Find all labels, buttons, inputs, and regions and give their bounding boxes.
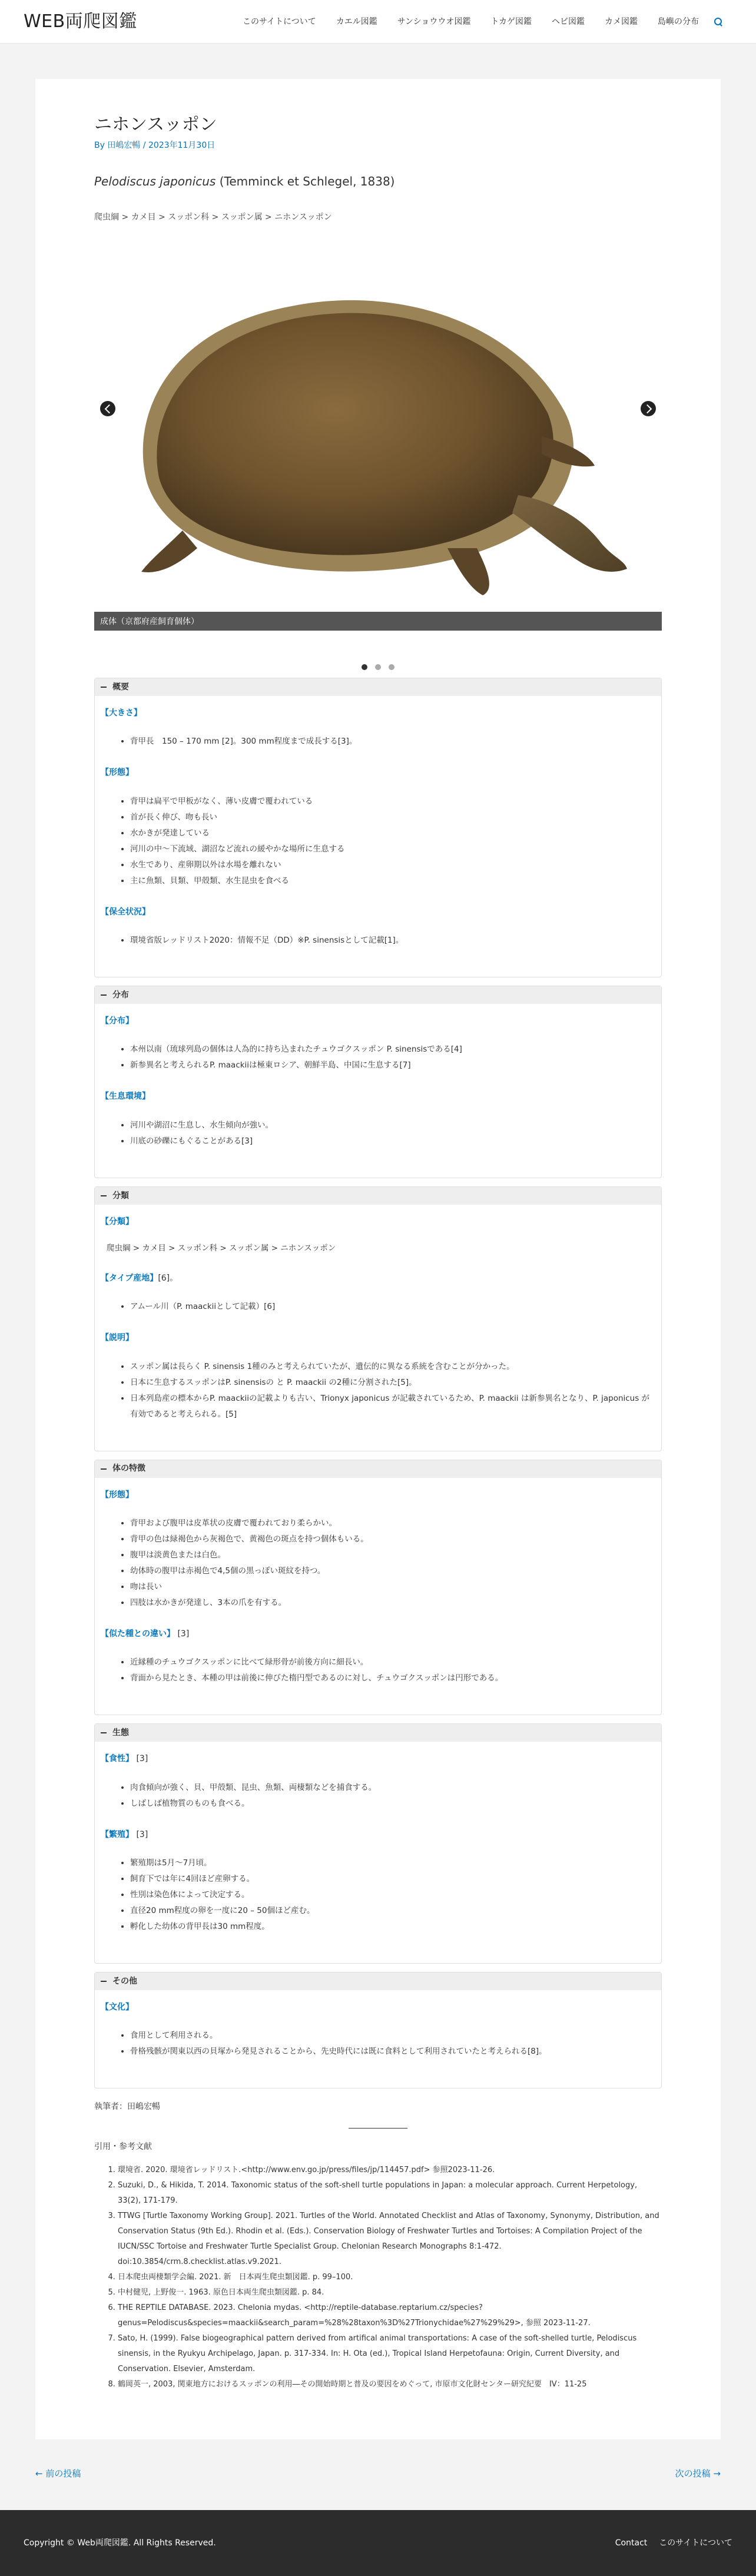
section-body bbox=[95, 696, 661, 977]
scientific-name bbox=[94, 172, 662, 191]
slider-dot-1[interactable] bbox=[362, 664, 367, 670]
group-list bbox=[130, 1780, 655, 1812]
slider-dot-2[interactable] bbox=[375, 664, 381, 670]
section-body bbox=[95, 1990, 661, 2088]
section-header[interactable] bbox=[95, 1972, 661, 1990]
reference-item: 3. TTWG [Turtle Taxonomy Working Group]. 2021. Turtles of the World. Annotated Checklist and Atlas of Taxonomy, Synonymy, Distribution, and Conservation Status (9th Ed.). Rhodin et al. (Eds.). Conservation Biology of Freshwater Turtles and Tortoises: A Compilation Project of the IUCN/SSC Tortoise and Freshwater Turtle Specialist Group. Chelonian Research Monographs 8:1-472. doi:10.3854/crm.8.checklist.atlas.v9.2021. bbox=[118, 2209, 662, 2270]
section-body bbox=[95, 1742, 661, 1963]
list-item: • スッポン属は長らく P. sinensis 1種のみと考えられていたが、遺伝的に異なる系統を含むことが分かった。 bbox=[130, 1359, 655, 1375]
group-label-text: 【形態】 bbox=[101, 768, 134, 778]
section-title: その他 bbox=[112, 1976, 137, 1986]
list-item: • 背甲は扁平で甲板がなく、薄い皮膚で覆われている bbox=[130, 794, 655, 810]
accordion-sections bbox=[94, 678, 662, 2089]
reference-item: 2. Suzuki, D., & Hikida, T. 2014. Taxonomic status of the soft-shell turtle populations in Japan: a molecular approach. Current Herpetology, 33(2), 171-179. bbox=[118, 2178, 662, 2209]
turtle-image bbox=[94, 242, 662, 612]
section-header[interactable] bbox=[95, 1724, 661, 1742]
group-label bbox=[101, 1627, 655, 1640]
group-label bbox=[101, 2001, 655, 2014]
group-list bbox=[130, 794, 655, 889]
list-item: • 食用として利用される。 bbox=[130, 2028, 655, 2044]
list-item: • 繁殖期は5月～7月頃。 bbox=[130, 1855, 655, 1871]
post-date[interactable]: 2023年11月30日 bbox=[148, 141, 215, 150]
group-list bbox=[130, 1516, 655, 1611]
collapse-icon bbox=[101, 1981, 107, 1982]
section-title: 生態 bbox=[112, 1728, 129, 1738]
list-item: • 川底の砂礫にもぐることがある[3] bbox=[130, 1133, 655, 1149]
list-item: • 新参異名と考えられるP. maackiiは極東ロシア、朝鮮半島、中国に生息する[7] bbox=[130, 1057, 655, 1073]
article-container bbox=[35, 79, 721, 2439]
list-item: • 水生であり、産卵期以外は水場を離れない bbox=[130, 857, 655, 873]
group-label bbox=[101, 1272, 655, 1285]
prev-post-link[interactable]: ← 前の投稿 bbox=[35, 2468, 81, 2479]
breadcrumb: 爬虫綱 > カメ目 > スッポン科 > スッポン属 > ニホンスッポン bbox=[94, 213, 332, 223]
references-list bbox=[118, 2163, 662, 2392]
nav-item-2[interactable]: サンショウウオ図鑑 bbox=[397, 16, 471, 26]
list-item: • 日本に生息するスッポンはP. sinensisの と P. maackii の2種に分割された[5]。 bbox=[130, 1375, 655, 1391]
list-item: • 飼育下では年に4回ほど産卵する。 bbox=[130, 1871, 655, 1887]
nav-item-6[interactable]: 島嶼の分布 bbox=[658, 16, 699, 26]
group-list bbox=[130, 933, 655, 949]
list-item: • 肉食傾向が強く、貝、甲殻類、昆虫、魚類、両棲類などを捕食する。 bbox=[130, 1780, 655, 1796]
group-label-text: 【説明】 bbox=[101, 1333, 134, 1343]
site-header bbox=[0, 0, 756, 44]
page-title: ニホンスッポン bbox=[94, 114, 217, 135]
section-body bbox=[95, 1478, 661, 1715]
section-body bbox=[95, 1205, 661, 1451]
collapse-icon bbox=[101, 994, 107, 996]
next-post-link[interactable]: 次の投稿 → bbox=[675, 2468, 721, 2479]
collapse-icon bbox=[101, 1468, 107, 1470]
group-list bbox=[130, 1655, 655, 1686]
collapse-icon bbox=[101, 687, 107, 688]
group-label-text: 【形態】 bbox=[101, 1490, 134, 1500]
collapse-icon bbox=[101, 1732, 107, 1733]
list-item: • 環境省版レッドリスト2020：情報不足（DD）※P. sinensisとして記載[1]。 bbox=[130, 933, 655, 949]
scientific-name-author: (Temminck et Schlegel, 1838) bbox=[219, 174, 395, 189]
section-0 bbox=[94, 678, 662, 977]
reference-item: 8. 鶴岡英一, 2003, 関東地方におけるスッポンの利用―その開始時期と普及の要因をめぐって, 市原市文化財センター研究紀要 IV：11-25 bbox=[118, 2377, 662, 2392]
section-1 bbox=[94, 986, 662, 1178]
group-label-suffix: [3] bbox=[134, 1829, 148, 1839]
group-label-text: 【文化】 bbox=[101, 2003, 134, 2013]
group-label bbox=[101, 766, 655, 779]
image-slider[interactable] bbox=[94, 242, 662, 654]
group-label-text: 【似た種との違い】 bbox=[101, 1629, 175, 1639]
list-item: • 性別は染色体によって決定する。 bbox=[130, 1887, 655, 1903]
reference-item: 1. 環境省. 2020. 環境省レッドリスト.<http://www.env.go.jp/press/files/jp/114457.pdf> 参照2023-11-26. bbox=[118, 2163, 662, 2178]
section-2 bbox=[94, 1186, 662, 1451]
section-3 bbox=[94, 1460, 662, 1716]
group-label bbox=[101, 906, 655, 919]
group-label bbox=[101, 707, 655, 720]
list-item: • 日本列島産の標本からP. maackiiの記載よりも古い、Trionyx japonicus が記載されているため、P. maackii は新参異名となり、P. japonicus が有効であると考えられる。[5] bbox=[130, 1391, 655, 1423]
post-meta: By 田嶋宏暢 / 2023年11月30日 bbox=[94, 141, 215, 150]
list-item: • 本州以南（琉球列島の個体は人為的に持ち込まれたチュウゴクスッポン P. sinensisである[4] bbox=[130, 1042, 655, 1057]
post-navigation bbox=[35, 2463, 721, 2510]
scientific-name-italic: Pelodiscus japonicus bbox=[94, 174, 216, 189]
group-label-suffix: [3] bbox=[175, 1629, 190, 1639]
list-item: • 吻は長い bbox=[130, 1579, 655, 1595]
group-label-suffix: [6]。 bbox=[158, 1273, 178, 1283]
group-list bbox=[130, 1118, 655, 1149]
group-label-text: 【タイプ産地】 bbox=[101, 1273, 158, 1283]
group-list bbox=[130, 2028, 655, 2060]
group-list bbox=[130, 1299, 655, 1315]
nav-item-0[interactable]: このサイトについて bbox=[242, 16, 316, 26]
section-body bbox=[95, 1004, 661, 1178]
nav-item-1[interactable]: カエル図鑑 bbox=[336, 16, 377, 26]
list-item: • 幼体時の腹甲は赤褐色で4,5個の黒っぽい斑紋を持つ。 bbox=[130, 1563, 655, 1579]
section-header[interactable] bbox=[95, 678, 661, 696]
group-label-text: 【保全状況】 bbox=[101, 907, 150, 917]
group-label bbox=[101, 1488, 655, 1501]
group-label bbox=[101, 1015, 655, 1027]
group-label bbox=[101, 1090, 655, 1103]
group-list bbox=[130, 734, 655, 750]
slider-prev-button[interactable] bbox=[100, 401, 115, 416]
group-label-text: 【分類】 bbox=[101, 1216, 134, 1226]
main-nav bbox=[233, 0, 723, 44]
list-item: • 河川や湖沼に生息し、水生傾向が強い。 bbox=[130, 1118, 655, 1133]
slider-dot-3[interactable] bbox=[389, 664, 394, 670]
reference-item: 4. 日本爬虫両棲類学会編. 2021. 新 日本両生爬虫類図鑑. p. 99–100. bbox=[118, 2270, 662, 2285]
list-item: • 骨格残骸が関東以西の貝塚から発見されることから、先史時代には既に食料として利用されていたと考えられる[8]。 bbox=[130, 2044, 655, 2060]
list-item: • アムール川（P. maackiiとして記載）[6] bbox=[130, 1299, 655, 1315]
list-item: • 背甲長 150 – 170 mm [2]。300 mm程度まで成長する[3]。 bbox=[130, 734, 655, 750]
group-label-text: 【繁殖】 bbox=[101, 1829, 134, 1839]
reference-item: 6. THE REPTILE DATABASE. 2023. Chelonia mydas. <http://reptile-database.reptarium.cz/species?genus=Pelodiscus&species=maackii&search_param=%28%28taxon%3D%27Trionychidae%27%29%29>, 参照 2023-11-27. bbox=[118, 2300, 662, 2331]
group-list bbox=[130, 1855, 655, 1935]
reference-item: 7. Sato, H. (1999). False biogeographical pattern derived from artifical animal transportations: A case of the soft-shelled turtle, Pelodiscus sinensis, in the Ryukyu Archipelago, Japan. p. 317-334. In: H. Ota (ed.), Tropical Island Herpetofauna: Origin, Current Diversity, and Conservation. Elsevier, Amsterdam. bbox=[118, 2331, 662, 2377]
nav-item-3[interactable]: トカゲ図鑑 bbox=[490, 16, 532, 26]
group-label-text: 【分布】 bbox=[101, 1016, 134, 1026]
footer-link-1[interactable]: このサイトについて bbox=[659, 2538, 732, 2548]
group-label-text: 【大きさ】 bbox=[101, 708, 142, 718]
section-5 bbox=[94, 1972, 662, 2088]
list-item: • 直径20 mm程度の卵を一度に20 – 50個ほど産む。 bbox=[130, 1903, 655, 1919]
section-title: 分類 bbox=[112, 1191, 129, 1201]
author-link[interactable]: By 田嶋宏暢 bbox=[94, 141, 141, 150]
footer-link-0[interactable]: Contact bbox=[615, 2538, 648, 2548]
collapse-icon bbox=[101, 1195, 107, 1196]
group-text: 爬虫綱 > カメ目 > スッポン科 > スッポン属 > ニホンスッポン bbox=[107, 1244, 336, 1254]
references-title: 引用・参考文献 bbox=[94, 2141, 152, 2151]
group-label-text: 【食性】 bbox=[101, 1754, 134, 1764]
search-icon[interactable] bbox=[714, 17, 723, 26]
list-item: • しばしば植物質のものも食べる。 bbox=[130, 1796, 655, 1812]
group-label bbox=[101, 1828, 655, 1841]
group-label-text: 【生息環境】 bbox=[101, 1092, 150, 1102]
site-footer bbox=[0, 2510, 756, 2576]
nav-item-5[interactable]: カメ図鑑 bbox=[605, 16, 638, 26]
slider-next-button[interactable] bbox=[641, 401, 656, 416]
list-item: • 主に魚類、貝類、甲殻類、水生昆虫を食べる bbox=[130, 873, 655, 889]
list-item: • 近縁種のチュウゴクスッポンに比べて緑形骨が前後方向に細長い。 bbox=[130, 1655, 655, 1670]
list-item: • 背甲および腹甲は皮革状の皮膚で覆われており柔らかい。 bbox=[130, 1516, 655, 1531]
section-title: 分布 bbox=[112, 990, 129, 1000]
group-list bbox=[130, 1359, 655, 1423]
list-item: • 孵化した幼体の背甲長は30 mm程度。 bbox=[130, 1919, 655, 1935]
list-item: • 河川の中～下流域、湖沼など流れの緩やかな場所に生息する bbox=[130, 841, 655, 857]
section-title: 体の特徴 bbox=[112, 1464, 145, 1474]
reference-item: 5. 中村健児, 上野俊一. 1963. 原色日本両生爬虫類図鑑. p. 84. bbox=[118, 2285, 662, 2300]
list-item: • 腹甲は淡黄色または白色。 bbox=[130, 1547, 655, 1563]
group-label-suffix: [3] bbox=[134, 1754, 148, 1764]
section-4 bbox=[94, 1723, 662, 1964]
author-line: 執筆者：田嶋宏暢 bbox=[94, 2102, 160, 2112]
section-header[interactable] bbox=[95, 1187, 661, 1205]
site-title[interactable]: WEB両爬図鑑 bbox=[24, 11, 137, 32]
list-item: • 首が長く伸び、吻も長い bbox=[130, 810, 655, 825]
divider bbox=[349, 2128, 407, 2129]
copyright: Copyright © Web両爬図鑑. All Rights Reserved. bbox=[24, 2538, 216, 2548]
list-item: • 背甲の色は緑褐色から灰褐色で、黄褐色の斑点を持つ個体もいる。 bbox=[130, 1531, 655, 1547]
section-title: 概要 bbox=[112, 682, 129, 692]
nav-item-4[interactable]: ヘビ図鑑 bbox=[552, 16, 585, 26]
slider-dots bbox=[94, 660, 662, 678]
list-item: • 水かきが発達している bbox=[130, 825, 655, 841]
section-header[interactable] bbox=[95, 986, 661, 1004]
group-label bbox=[101, 1331, 655, 1344]
list-item: • 背面から見たとき、本種の甲は前後に伸びた楕円型であるのに対し、チュウゴクスッポンは円形である。 bbox=[130, 1670, 655, 1686]
slide-caption: 成体（京都府産飼育個体） bbox=[94, 612, 662, 631]
group-label bbox=[101, 1215, 655, 1228]
list-item: • 四肢は水かきが発達し、3本の爪を有する。 bbox=[130, 1595, 655, 1611]
group-list bbox=[130, 1042, 655, 1073]
footer-links bbox=[604, 2537, 732, 2550]
section-header[interactable] bbox=[95, 1460, 661, 1478]
group-label bbox=[101, 1752, 655, 1765]
